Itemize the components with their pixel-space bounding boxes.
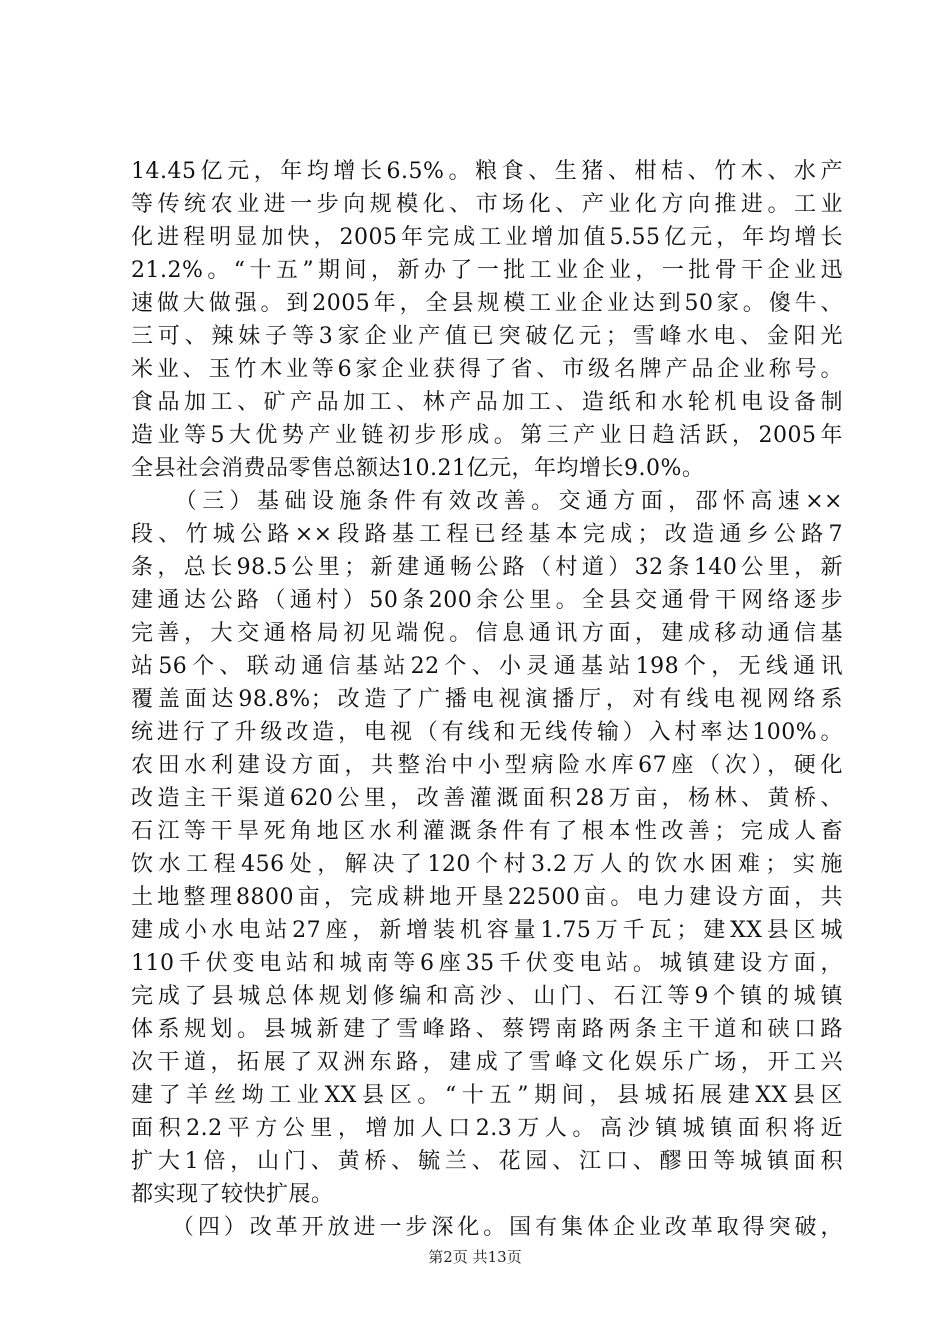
text-line: 段、竹城公路××段路基工程已经基本完成；改造通乡公路7 (131, 522, 843, 547)
text-line: 造业等5大优势产业链初步形成。第三产业日趋活跃，2005年 (131, 423, 843, 448)
text-line: 覆盖面达98.8%；改造了广播电视演播厅，对有线电视网络系 (131, 687, 843, 712)
text-line: 石江等干旱死角地区水利灌溉条件有了根本性改善；完成人畜 (131, 819, 843, 844)
text-line: 次干道，拓展了双洲东路，建成了雪峰文化娱乐广场，开工兴 (131, 1050, 843, 1075)
text-line: 三可、辣妹子等3家企业产值已突破亿元；雪峰水电、金阳光 (131, 324, 843, 349)
text-line: 完成了县城总体规划修编和高沙、山门、石江等9个镇的城镇 (131, 984, 843, 1009)
text-line: 改造主干渠道620公里，改善灌溉面积28万亩，杨林、黄桥、 (131, 786, 843, 811)
text-line: 饮水工程456处，解决了120个村3.2万人的饮水困难；实施 (131, 852, 843, 877)
text-line: 建了羊丝坳工业XX县区。“十五”期间，县城拓展建XX县区 (131, 1083, 843, 1108)
text-line: 农田水利建设方面，共整治中小型病险水库67座（次），硬化 (131, 753, 843, 778)
text-line: 扩大1倍，山门、黄桥、毓兰、花园、江口、醪田等城镇面积 (131, 1149, 843, 1174)
text-line: 面积2.2平方公里，增加人口2.3万人。高沙镇城镇面积将近 (131, 1116, 843, 1141)
text-line: 建通达公路（通村）50条200余公里。全县交通骨干网络逐步 (131, 588, 843, 613)
text-line: 21.2%。“十五”期间，新办了一批工业企业，一批骨干企业迅 (131, 258, 843, 283)
text-line: 110千伏变电站和城南等6座35千伏变电站。城镇建设方面， (131, 951, 843, 976)
page-number-footer: 第2页 共13页 (428, 1248, 522, 1266)
text-line: 条，总长98.5公里；新建通畅公路（村道）32条140公里，新 (131, 555, 843, 580)
text-line: 等传统农业进一步向规模化、市场化、产业化方向推进。工业 (131, 192, 843, 217)
text-line: 化进程明显加快，2005年完成工业增加值5.55亿元，年均增长 (131, 225, 843, 250)
text-line: 站56个、联动通信基站22个、小灵通基站198个，无线通讯 (131, 654, 843, 679)
text-line: （三）基础设施条件有效改善。交通方面，邵怀高速×× (131, 489, 843, 514)
text-line: 食品加工、矿产品加工、林产品加工、造纸和水轮机电设备制 (131, 390, 843, 415)
text-line: 统进行了升级改造，电视（有线和无线传输）入村率达100%。 (131, 720, 843, 745)
text-line: 土地整理8800亩，完成耕地开垦22500亩。电力建设方面，共 (131, 885, 843, 910)
text-line: 完善，大交通格局初见端倪。信息通讯方面，建成移动通信基 (131, 621, 843, 646)
text-line: 速做大做强。到2005年，全县规模工业企业达到50家。傻牛、 (131, 291, 843, 316)
text-line: 都实现了较快扩展。 (131, 1182, 334, 1207)
text-line: 建成小水电站27座，新增装机容量1.75万千瓦；建XX县区城 (131, 918, 843, 943)
text-line: （四）改革开放进一步深化。国有集体企业改革取得突破， (131, 1215, 843, 1240)
text-line: 米业、玉竹木业等6家企业获得了省、市级名牌产品企业称号。 (131, 357, 843, 382)
document-body (131, 155, 843, 1244)
text-line: 14.45亿元，年均增长6.5%。粮食、生猪、柑桔、竹木、水产 (131, 159, 843, 184)
text-line: 体系规划。县城新建了雪峰路、蔡锷南路两条主干道和硖口路 (131, 1017, 843, 1042)
text-line: 全县社会消费品零售总额达10.21亿元，年均增长9.0%。 (131, 456, 705, 481)
